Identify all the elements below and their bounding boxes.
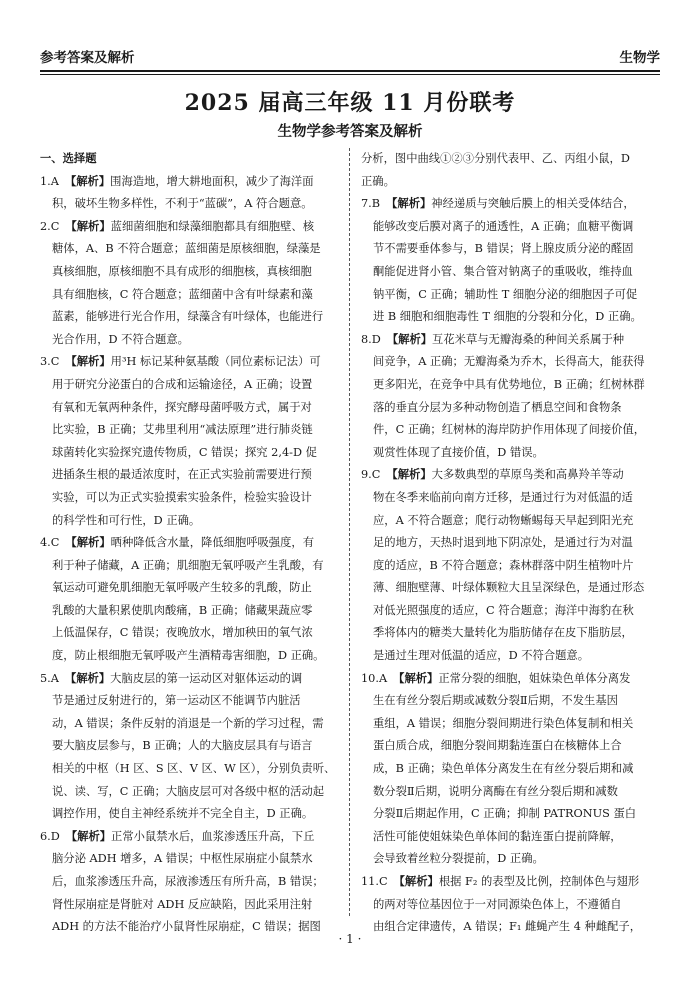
analysis-line: 重组，A 错误；细胞分裂间期进行染色体复制和相关 <box>373 716 634 730</box>
analysis-line: 调控作用，使自主神经系统并不完全自主，D 正确。 <box>52 807 314 821</box>
analysis-line: 进 B 细胞和细胞毒性 T 细胞的分裂和分化，D 正确。 <box>373 310 642 324</box>
analysis-line: 由组合定律遗传，A 错误；F₁ 雌蝇产生 4 种雌配子， <box>373 920 642 934</box>
analysis-text: 围海造地，增大耕地面积，减少了海洋面 <box>110 174 314 188</box>
answer-first-line <box>40 826 338 849</box>
answer-letter: D <box>371 332 381 346</box>
analysis-tag: 【解析】 <box>393 671 439 685</box>
analysis-line: 的科学性和可行性，D 正确。 <box>52 513 201 527</box>
analysis-line: 光合作用，D 不符合题意。 <box>52 332 189 346</box>
analysis-line: 季将体内的糖类大量转化为脂肪储存在皮下脂肪层， <box>373 626 633 640</box>
question-number: 6. <box>40 829 51 843</box>
answer-letter: C <box>50 536 60 550</box>
answer-item <box>40 216 338 352</box>
answer-letter: A <box>378 671 388 685</box>
analysis-line: 足的地方，天热时退到地下阴凉处，是通过行为对温 <box>373 536 633 550</box>
analysis-tag: 【解析】 <box>65 355 111 369</box>
page-header <box>40 44 660 68</box>
analysis-line: 脑分泌 ADH 增多，A 错误；中枢性尿崩症小鼠禁水 <box>52 852 313 866</box>
answer-first-line <box>361 193 659 216</box>
question-number: 3. <box>40 355 51 369</box>
analysis-line: 件，C 正确；红树林的海岸防护作用体现了间接价值， <box>373 423 646 437</box>
analysis-line: 会导致着丝粒分裂提前，D 正确。 <box>373 852 544 866</box>
analysis-text: 根据 F₂ 的表型及比例，控制体色与翅形 <box>438 875 640 888</box>
answer-item <box>40 826 338 939</box>
header-subject-label: 生物学 <box>619 50 660 66</box>
analysis-text: 正常分裂的细胞，姐妹染色单体分离发 <box>438 671 631 685</box>
analysis-line: 正确。 <box>361 174 395 188</box>
analysis-line: 说、读、写，C 正确；大脑皮层可对各级中枢的活动起 <box>52 784 325 798</box>
answer-item <box>361 668 659 871</box>
answer-item <box>40 351 338 532</box>
answer-letter: C <box>50 219 60 233</box>
answer-first-line <box>361 668 659 691</box>
answer-item <box>40 668 338 826</box>
question-number: 5. <box>40 671 51 685</box>
analysis-line: 数分裂Ⅱ后期，说明分离酶在有丝分裂后期和减数 <box>373 784 618 798</box>
section-heading: 一、选择题 <box>40 152 97 165</box>
analysis-line: 动，A 错误；条件反射的消退是一个新的学习过程，需 <box>52 716 324 730</box>
analysis-tag: 【解析】 <box>65 536 111 550</box>
analysis-tag: 【解析】 <box>65 829 112 843</box>
analysis-line: 是通过生理对低温的适应，D 不符合题意。 <box>373 649 589 663</box>
question-number: 7. <box>361 197 372 211</box>
analysis-line: 进插条生根的最适浓度时，在正式实验前需要进行预 <box>52 468 312 482</box>
analysis-line: 钠平衡，C 正确；辅助性 T 细胞分泌的细胞因子可促 <box>373 287 638 301</box>
analysis-line: 度的适应，B 不符合题意；森林群落中阴生植物叶片 <box>373 558 634 572</box>
analysis-line: 具有细胞核，C 符合题意；蓝细菌中含有叶绿素和藻 <box>52 287 313 301</box>
answer-first-line <box>40 171 338 194</box>
answer-first-line <box>40 351 338 374</box>
question-number: 10. <box>361 671 379 685</box>
answer-item <box>361 148 659 193</box>
analysis-line: 物在冬季来临前向南方迁移，是通过行为对低温的适 <box>373 490 633 504</box>
question-number: 4. <box>40 536 51 550</box>
answer-first-line <box>40 668 338 691</box>
analysis-line: 后，血浆渗透压升高，尿液渗透压有所升高，B 错误； <box>52 875 324 888</box>
analysis-text: 蓝细菌细胞和绿藻细胞都具有细胞壁、核 <box>110 219 314 233</box>
analysis-line: 要大脑皮层参与，B 正确；人的大脑皮层具有与语言 <box>52 739 313 753</box>
header-rule-thin <box>40 74 660 75</box>
analysis-line: 节是通过反射进行的，第一运动区不能调节内脏活 <box>52 694 301 708</box>
answer-letter: D <box>50 829 60 843</box>
analysis-line: ADH 的方法不能治疗小鼠肾性尿崩症，C 错误；据图 <box>52 920 321 934</box>
analysis-text: 晒种降低含水量，降低细胞呼吸强度，有 <box>110 536 314 550</box>
analysis-line: 观赏性体现了直接价值，D 错误。 <box>373 445 544 459</box>
analysis-line: 应，A 不符合题意；爬行动物蜥蜴每天早起到阳光充 <box>373 513 634 527</box>
analysis-tag: 【解析】 <box>386 468 432 482</box>
analysis-line: 节不需要垂体参与，B 错误；肾上腺皮质分泌的醛固 <box>373 242 634 256</box>
answer-first-line <box>361 871 659 894</box>
answer-item <box>361 464 659 667</box>
analysis-tag: 【解析】 <box>64 174 111 188</box>
question-number: 1. <box>40 174 51 188</box>
analysis-text: 用³H 标记某种氨基酸（同位素标记法）可 <box>110 355 321 369</box>
analysis-line: 间竞争，A 正确；无瓣海桑为乔木，长得高大，能获得 <box>373 355 645 369</box>
analysis-line: 酮能促进肾小管、集合管对钠离子的重吸收，维持血 <box>373 264 633 278</box>
analysis-line: 落的垂直分层为多种动物创造了栖息空间和食物条 <box>373 400 622 414</box>
analysis-tag: 【解析】 <box>393 875 439 888</box>
analysis-line: 球菌转化实验探究遗传物质，C 错误；探究 2,4-D 促 <box>52 445 317 459</box>
analysis-text: 神经递质与突触后膜上的相关受体结合， <box>431 197 635 211</box>
answer-first-line <box>40 532 338 555</box>
answer-item <box>361 871 659 939</box>
analysis-line: 生在有丝分裂后期或减数分裂Ⅱ后期，不发生基因 <box>373 694 618 708</box>
answer-item <box>361 329 659 465</box>
analysis-text: 大多数典型的草原鸟类和高鼻羚羊等动 <box>431 468 624 482</box>
right-column <box>361 148 659 939</box>
analysis-line: 乳酸的大量积累使肌肉酸痛，B 正确；储藏果蔬应零 <box>52 603 313 617</box>
analysis-line: 薄、细胞壁薄、叶绿体颗粒大且呈深绿色，是通过形态 <box>373 581 645 595</box>
analysis-line: 上低温保存，C 错误；夜晚放水，增加秧田的氧气浓 <box>52 626 313 640</box>
answer-item <box>361 193 659 329</box>
page-title: 2025 届高三年级 11 月份联考 <box>184 90 516 116</box>
analysis-line: 积，破坏生物多样性，不利于“蓝碳”，A 符合题意。 <box>52 197 313 211</box>
question-number: 2. <box>40 219 51 233</box>
answer-first-line <box>361 464 659 487</box>
analysis-line: 分裂Ⅱ后期起作用，C 正确；抑制 PATRONUS 蛋白 <box>373 807 637 821</box>
analysis-line: 更多阳光，在竞争中具有优势地位，B 正确；红树林群 <box>373 377 645 391</box>
answer-letter: B <box>371 197 381 211</box>
analysis-line: 度，防止根细胞无氧呼吸产生酒精毒害细胞，D 正确。 <box>52 649 325 663</box>
page-subtitle: 生物学参考答案及解析 <box>277 124 423 140</box>
analysis-line: 糖体，A、B 不符合题意；蓝细菌是原核细胞，绿藻是 <box>52 242 321 256</box>
answer-letter: A <box>50 671 59 685</box>
analysis-line: 成，B 正确；染色单体分离发生在有丝分裂后期和减 <box>373 762 634 776</box>
analysis-line: 真核细胞，原核细胞不具有成形的细胞核，真核细胞 <box>52 264 312 278</box>
answer-letter: C <box>378 875 388 888</box>
analysis-line: 比实验，B 正确；艾弗里利用“减法原理”进行肺炎链 <box>52 423 313 437</box>
analysis-line: 肾性尿崩症是肾脏对 ADH 反应缺陷，因此采用注射 <box>52 897 313 911</box>
analysis-line: 能够改变后膜对离子的通透性，A 正确；血糖平衡调 <box>373 219 634 233</box>
analysis-line: 用于研究分泌蛋白的合成和运输途径，A 正确；设置 <box>52 377 313 391</box>
answer-first-line <box>361 329 659 352</box>
analysis-tag: 【解析】 <box>64 671 111 685</box>
analysis-line: 蛋白质合成，细胞分裂间期黏连蛋白在核糖体上合 <box>373 739 622 753</box>
column-divider <box>349 148 350 916</box>
page-number: · 1 · <box>338 932 362 946</box>
analysis-line: 对低光照强度的适应，C 符合题意；海洋中海豹在秋 <box>373 603 634 617</box>
left-column <box>40 148 338 939</box>
answer-item <box>40 171 338 216</box>
answer-letter: A <box>50 174 59 188</box>
analysis-line: 分析，图中曲线①②③分别代表甲、乙、丙组小鼠，D <box>361 152 630 165</box>
analysis-line: 蓝素，能够进行光合作用，绿藻含有叶绿体，也能进行 <box>52 310 324 324</box>
analysis-text: 大脑皮层的第一运动区对躯体运动的调 <box>110 671 303 685</box>
question-number: 11. <box>361 875 379 888</box>
analysis-line: 有氧和无氧两种条件，探究酵母菌呼吸方式，属于对 <box>52 400 312 414</box>
header-rule <box>40 70 660 72</box>
analysis-line: 活性可能使姐妹染色单体间的黏连蛋白提前降解， <box>373 829 622 843</box>
header-left-label: 参考答案及解析 <box>40 50 135 66</box>
answer-letter: C <box>50 355 60 369</box>
answer-letter: C <box>371 468 381 482</box>
analysis-text: 互花米草与无瓣海桑的种间关系属于种 <box>432 332 625 346</box>
analysis-line: 的两对等位基因位于一对同源染色体上，不遵循自 <box>373 897 622 911</box>
analysis-line: 实验，可以为正式实验摸索实验条件，检验实验设计 <box>52 490 312 504</box>
analysis-tag: 【解析】 <box>65 219 111 233</box>
analysis-tag: 【解析】 <box>386 332 433 346</box>
answer-item <box>40 532 338 668</box>
analysis-line: 利于种子储藏，A 正确；肌细胞无氧呼吸产生乳酸，有 <box>52 558 324 572</box>
analysis-line: 氧运动可避免肌细胞无氧呼吸产生较多的乳酸，防止 <box>52 581 312 595</box>
analysis-tag: 【解析】 <box>386 197 432 211</box>
analysis-line: 相关的中枢（H 区、S 区、V 区、W 区），分别负责听、 <box>52 762 336 776</box>
answer-first-line <box>40 216 338 239</box>
question-number: 9. <box>361 468 372 482</box>
question-number: 8. <box>361 332 372 346</box>
analysis-text: 正常小鼠禁水后，血浆渗透压升高，下丘 <box>111 829 315 843</box>
